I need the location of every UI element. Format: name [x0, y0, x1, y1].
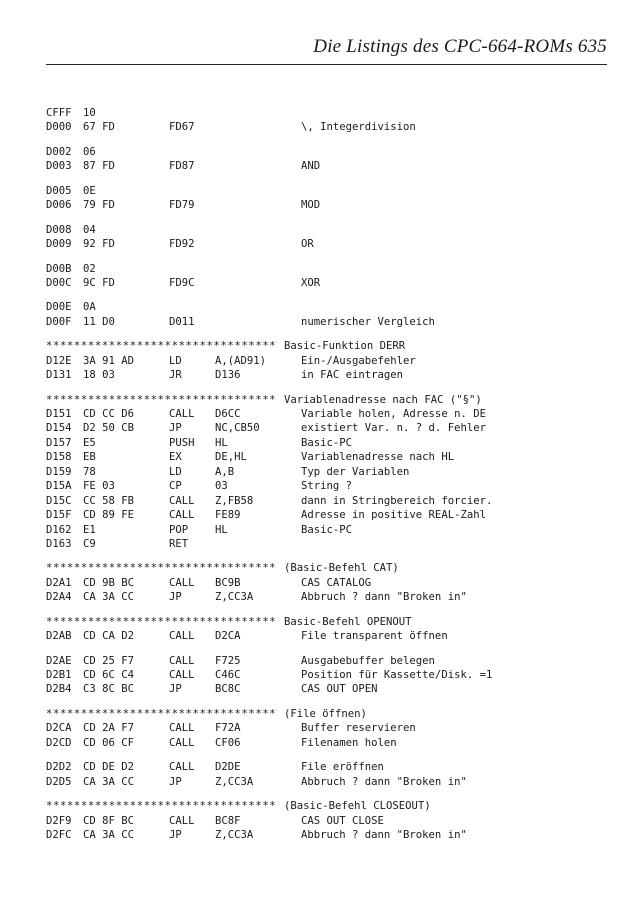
listing-row — [46, 576, 616, 590]
opcode-bytes: 04 — [83, 223, 96, 236]
section-header-row — [46, 561, 616, 575]
operand: D136 — [215, 369, 241, 382]
mnemonic: CP — [169, 480, 182, 493]
listing-row — [46, 354, 616, 368]
section-header-row — [46, 393, 616, 407]
blank-line — [46, 644, 616, 654]
opcode-bytes: E5 — [83, 436, 96, 449]
operand: BC8C — [215, 683, 241, 696]
address: D12E — [46, 354, 72, 367]
listing-row — [46, 184, 616, 198]
address: D00B — [46, 262, 72, 275]
opcode-bytes: 79 FD — [83, 199, 115, 212]
opcode-bytes: 87 FD — [83, 160, 115, 173]
opcode-bytes: 9C FD — [83, 276, 115, 289]
comment: in FAC eintragen — [301, 369, 404, 382]
operand: Z,FB58 — [215, 494, 254, 507]
listing-row — [46, 450, 616, 464]
mnemonic: EX — [169, 451, 182, 464]
listing-row — [46, 436, 616, 450]
listing-row — [46, 315, 616, 329]
address: D006 — [46, 199, 72, 212]
assembly-listing — [46, 106, 616, 842]
address: D2D2 — [46, 761, 72, 774]
blank-line — [46, 383, 616, 393]
mnemonic: JP — [169, 683, 182, 696]
separator-stars: ********************************* — [46, 340, 277, 353]
address: D009 — [46, 238, 72, 251]
operand: 03 — [215, 480, 228, 493]
comment: String ? — [301, 480, 353, 493]
address: D154 — [46, 422, 72, 435]
mnemonic: CALL — [169, 654, 195, 667]
mnemonic: CALL — [169, 669, 195, 681]
opcode-bytes: CD 06 CF — [83, 736, 135, 749]
mnemonic: CALL — [169, 408, 195, 420]
section-title: (Basic-Befehl CAT) — [284, 562, 399, 575]
mnemonic: CALL — [169, 630, 195, 643]
opcode-bytes: D2 50 CB — [83, 422, 135, 435]
comment: Variablenadresse nach HL — [301, 451, 455, 464]
blank-line — [46, 135, 616, 145]
opcode-bytes: 06 — [83, 145, 96, 158]
opcode-bytes: 3A 91 AD — [83, 354, 135, 367]
listing-row — [46, 736, 616, 750]
listing-row — [46, 814, 616, 828]
address: D157 — [46, 436, 72, 449]
mnemonic: RET — [169, 537, 189, 550]
operand: FE89 — [215, 509, 241, 522]
address: D2D5 — [46, 775, 72, 788]
operand: NC,CB50 — [215, 422, 260, 435]
mnemonic: CALL — [169, 814, 195, 827]
operand: Z,CC3A — [215, 591, 254, 604]
listing-row — [46, 421, 616, 435]
operand: D2CA — [215, 630, 241, 643]
opcode-bytes: 78 — [83, 465, 96, 478]
listing-row — [46, 237, 616, 251]
listing-row — [46, 223, 616, 237]
blank-line — [46, 252, 616, 262]
separator-stars: ********************************* — [46, 562, 277, 575]
opcode-bytes: CC 58 FB — [83, 494, 135, 507]
address: D15A — [46, 480, 72, 493]
listing-row — [46, 262, 616, 276]
address: D2F9 — [46, 814, 72, 827]
blank-line — [46, 213, 616, 223]
listing-row — [46, 828, 616, 842]
mnemonic: CALL — [169, 494, 195, 507]
table-entry: FD9C — [169, 276, 195, 289]
blank-line — [46, 605, 616, 615]
mnemonic: JP — [169, 828, 182, 841]
listing-row — [46, 159, 616, 173]
blank-line — [46, 329, 616, 339]
comment: CAS OUT OPEN — [301, 683, 378, 696]
section-title: Basic-Funktion DERR — [284, 340, 406, 353]
opcode-bytes: C9 — [83, 537, 96, 550]
comment: Ein-/Ausgabefehler — [301, 354, 416, 367]
address: D2B4 — [46, 683, 72, 696]
opcode-bytes: CD 8F BC — [83, 814, 135, 827]
opcode-bytes: CD 6C C4 — [83, 669, 135, 681]
listing-row — [46, 537, 616, 551]
address: D00F — [46, 315, 72, 328]
mnemonic: JR — [169, 369, 182, 382]
section-header-row — [46, 707, 616, 721]
mnemonic: CALL — [169, 722, 195, 735]
blank-line — [46, 290, 616, 300]
operand: Z,CC3A — [215, 828, 254, 841]
mnemonic: POP — [169, 523, 189, 536]
address: D15F — [46, 509, 72, 522]
mnemonic: CALL — [169, 761, 195, 774]
mnemonic: LD — [169, 465, 182, 478]
listing-row — [46, 300, 616, 314]
listing-row — [46, 494, 616, 508]
address: D005 — [46, 184, 72, 197]
mnemonic: JP — [169, 422, 182, 435]
opcode-bytes: CA 3A CC — [83, 828, 135, 841]
opcode-bytes: CD CA D2 — [83, 630, 135, 643]
comment: Abbruch ? dann "Broken in" — [301, 591, 467, 604]
comment: File transparent öffnen — [301, 630, 448, 643]
comment: Filenamen holen — [301, 736, 397, 749]
operand: BC8F — [215, 814, 241, 827]
listing-row — [46, 479, 616, 493]
blank-line — [46, 789, 616, 799]
address: D002 — [46, 145, 72, 158]
section-title: Basic-Befehl OPENOUT — [284, 615, 412, 628]
mnemonic: CALL — [169, 576, 195, 589]
operand: BC9B — [215, 576, 241, 589]
mnemonic: LD — [169, 354, 182, 367]
opcode-bytes: E1 — [83, 523, 96, 536]
comment: \, Integerdivision — [301, 121, 416, 134]
address: D158 — [46, 451, 72, 464]
listing-row — [46, 198, 616, 212]
comment: dann in Stringbereich forcier. — [301, 494, 493, 507]
comment: AND — [301, 160, 321, 173]
listing-row — [46, 590, 616, 604]
table-entry: D011 — [169, 315, 195, 328]
blank-line — [46, 551, 616, 561]
address: D00E — [46, 301, 72, 314]
operand: HL — [215, 523, 228, 536]
comment: Abbruch ? dann "Broken in" — [301, 828, 467, 841]
comment: OR — [301, 238, 314, 251]
opcode-bytes: 10 — [83, 107, 96, 119]
operand: Z,CC3A — [215, 775, 254, 788]
address: D000 — [46, 121, 72, 134]
comment: XOR — [301, 276, 321, 289]
operand: DE,HL — [215, 451, 247, 464]
operand: C46C — [215, 669, 241, 681]
listing-row — [46, 682, 616, 696]
separator-stars: ********************************* — [46, 393, 277, 406]
separator-stars: ********************************* — [46, 800, 277, 813]
opcode-bytes: CD 89 FE — [83, 509, 135, 522]
listing-row — [46, 106, 616, 120]
comment: Abbruch ? dann "Broken in" — [301, 775, 467, 788]
separator-stars: ********************************* — [46, 707, 277, 720]
address: CFFF — [46, 107, 72, 119]
address: D2CD — [46, 736, 72, 749]
page-header — [46, 34, 607, 65]
operand: CF06 — [215, 736, 241, 749]
comment: existiert Var. n. ? d. Fehler — [301, 422, 486, 435]
address: D151 — [46, 408, 72, 420]
listing-row — [46, 629, 616, 643]
opcode-bytes: FE 03 — [83, 480, 115, 493]
address: D00C — [46, 276, 72, 289]
operand: HL — [215, 436, 228, 449]
listing-row — [46, 508, 616, 522]
opcode-bytes: 92 FD — [83, 238, 115, 251]
address: D159 — [46, 465, 72, 478]
operand: A,B — [215, 465, 235, 478]
listing-row — [46, 120, 616, 134]
section-title: (Basic-Befehl CLOSEOUT) — [284, 800, 431, 813]
opcode-bytes: CD DE D2 — [83, 761, 135, 774]
section-header-row — [46, 799, 616, 813]
section-header-row — [46, 615, 616, 629]
table-entry: FD87 — [169, 160, 195, 173]
comment: CAS CATALOG — [301, 576, 372, 589]
mnemonic: PUSH — [169, 436, 195, 449]
listing-row — [46, 721, 616, 735]
listing-row — [46, 368, 616, 382]
comment: Basic-PC — [301, 436, 353, 449]
opcode-bytes: CD 9B BC — [83, 576, 135, 589]
operand: F72A — [215, 722, 241, 735]
comment: Variable holen, Adresse n. DE — [301, 408, 486, 420]
listing-row — [46, 276, 616, 290]
listing-row — [46, 407, 616, 421]
listing-row — [46, 523, 616, 537]
opcode-bytes: 0A — [83, 301, 96, 314]
blank-line — [46, 697, 616, 707]
address: D2AB — [46, 630, 72, 643]
opcode-bytes: CD CC D6 — [83, 408, 135, 420]
table-entry: FD92 — [169, 238, 195, 251]
section-header-row — [46, 339, 616, 353]
opcode-bytes: CD 25 F7 — [83, 654, 135, 667]
address: D2A4 — [46, 591, 72, 604]
mnemonic: CALL — [169, 509, 195, 522]
operand: D2DE — [215, 761, 241, 774]
address: D163 — [46, 537, 72, 550]
comment: Buffer reservieren — [301, 722, 416, 735]
listing-row — [46, 760, 616, 774]
separator-stars: ********************************* — [46, 615, 277, 628]
operand: D6CC — [215, 408, 241, 420]
opcode-bytes: 0E — [83, 184, 96, 197]
listing-row — [46, 465, 616, 479]
opcode-bytes: EB — [83, 451, 96, 464]
mnemonic: CALL — [169, 736, 195, 749]
comment: Adresse in positive REAL-Zahl — [301, 509, 486, 522]
opcode-bytes: 11 D0 — [83, 315, 115, 328]
table-entry: FD67 — [169, 121, 195, 134]
table-entry: FD79 — [169, 199, 195, 212]
listing-row — [46, 775, 616, 789]
listing-row — [46, 654, 616, 668]
listing-row — [46, 145, 616, 159]
comment: numerischer Vergleich — [301, 315, 435, 328]
opcode-bytes: 18 03 — [83, 369, 115, 382]
address: D2A1 — [46, 576, 72, 589]
address: D2AE — [46, 654, 72, 667]
listing-row — [46, 668, 616, 682]
operand: A,(AD91) — [215, 354, 267, 367]
address: D008 — [46, 223, 72, 236]
address: D2CA — [46, 722, 72, 735]
opcode-bytes: CA 3A CC — [83, 775, 135, 788]
opcode-bytes: 02 — [83, 262, 96, 275]
address: D2FC — [46, 828, 72, 841]
comment: File eröffnen — [301, 761, 384, 774]
section-title: Variablenadresse nach FAC ("§") — [284, 393, 482, 406]
opcode-bytes: C3 8C BC — [83, 683, 135, 696]
operand: F725 — [215, 654, 241, 667]
comment: Basic-PC — [301, 523, 353, 536]
address: D2B1 — [46, 669, 72, 681]
mnemonic: JP — [169, 591, 182, 604]
section-title: (File öffnen) — [284, 707, 367, 720]
opcode-bytes: CA 3A CC — [83, 591, 135, 604]
address: D131 — [46, 369, 72, 382]
comment: Typ der Variablen — [301, 465, 410, 478]
blank-line — [46, 174, 616, 184]
blank-line — [46, 750, 616, 760]
comment: CAS OUT CLOSE — [301, 814, 384, 827]
address: D003 — [46, 160, 72, 173]
comment: Ausgabebuffer belegen — [301, 654, 435, 667]
opcode-bytes: 67 FD — [83, 121, 115, 134]
comment: MOD — [301, 199, 321, 212]
opcode-bytes: CD 2A F7 — [83, 722, 135, 735]
page-title: Die Listings des CPC-664-ROMs 635 — [313, 36, 607, 57]
comment: Position für Kassette/Disk. =1 — [301, 669, 493, 681]
address: D15C — [46, 494, 72, 507]
address: D162 — [46, 523, 72, 536]
mnemonic: JP — [169, 775, 182, 788]
